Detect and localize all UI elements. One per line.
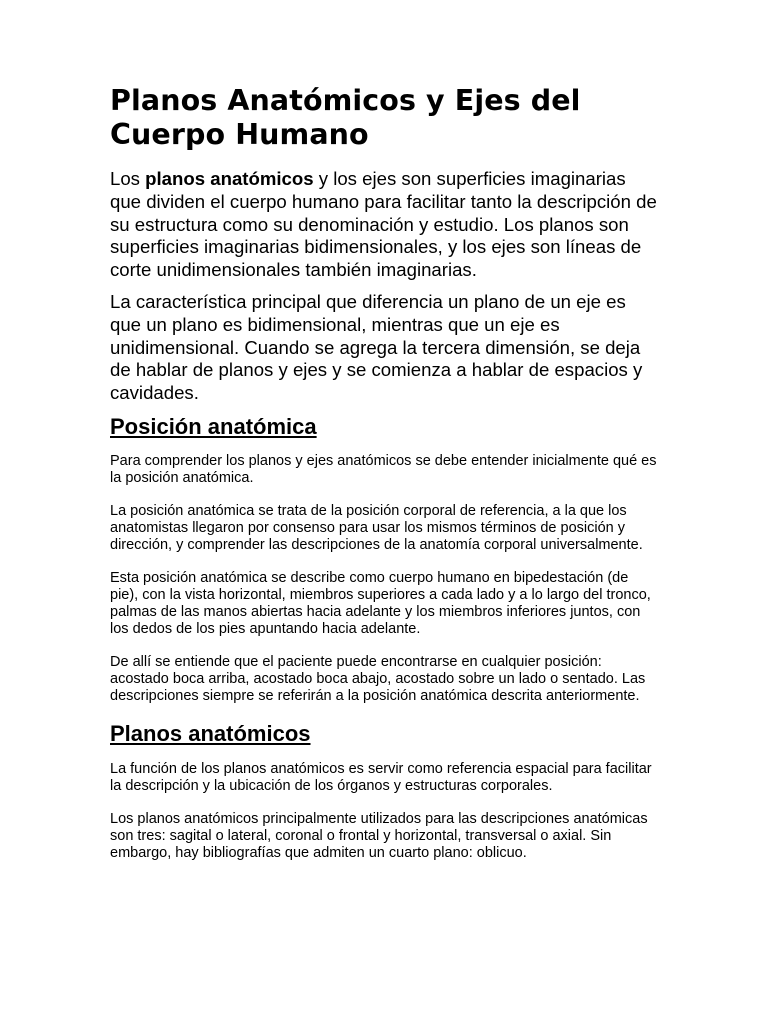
section-paragraph: De allí se entiende que el paciente puede encontrarse en cualquier posición: acostado boca arriba, acostado boca abajo, acostado sobre un lado o sentado. Las descripciones siempre se referirán a la posición anatómica descrita anteriormente. bbox=[110, 653, 646, 704]
intro-text-rest: y los ejes son superficies imaginarias que dividen el cuerpo humano para facilitar tanto la descripción de su estructura como su denominación y estudio. Los planos son superficies imaginarias bidimensionales, y los ejes son líneas de corte unidimensionales también imaginarias. bbox=[110, 168, 657, 281]
section-paragraph: Los planos anatómicos principalmente utilizados para las descripciones anatómicas son tres: sagital o lateral, coronal o frontal y horizontal, transversal o axial. Sin embargo, hay bibliografías que admiten un cuarto plano: oblicuo. bbox=[110, 810, 648, 861]
section-paragraph: Para comprender los planos y ejes anatómicos se debe entender inicialmente qué es la posición anatómica. bbox=[110, 452, 657, 486]
intro-paragraph-1 bbox=[110, 168, 658, 282]
section-heading-posicion: Posición anatómica bbox=[110, 413, 317, 439]
document-title: Planos Anatómicos y Ejes del Cuerpo Humano bbox=[110, 84, 581, 151]
section-paragraph: Esta posición anatómica se describe como cuerpo humano en bipedestación (de pie), con la vista horizontal, miembros superiores a cada lado y a lo largo del tronco, palmas de las manos abiertas hacia adelante y los miembros inferiores juntos, con los dedos de los pies apuntando hacia adelante. bbox=[110, 569, 651, 637]
document-page bbox=[110, 84, 658, 878]
section-heading-planos: Planos anatómicos bbox=[110, 720, 311, 746]
intro-text-start: Los bbox=[110, 168, 146, 189]
intro-paragraph-2: La característica principal que diferencia un plano de un eje es que un plano es bidimensional, mientras que un eje es unidimensional. Cuando se agrega la tercera dimensión, se deja de hablar de planos y ejes y se comienza a hablar de espacios y cavidades. bbox=[110, 290, 643, 404]
section-paragraph: La posición anatómica se trata de la posición corporal de referencia, a la que los anatomistas llegaron por consenso para usar los mismos términos de posición y dirección, y comprender las descripciones de la anatomía corporal universalmente. bbox=[110, 502, 643, 553]
section-paragraph: La función de los planos anatómicos es servir como referencia espacial para facilitar la descripción y la ubicación de los órganos y estructuras corporales. bbox=[110, 760, 652, 794]
intro-bold-term: planos anatómicos bbox=[145, 168, 314, 189]
